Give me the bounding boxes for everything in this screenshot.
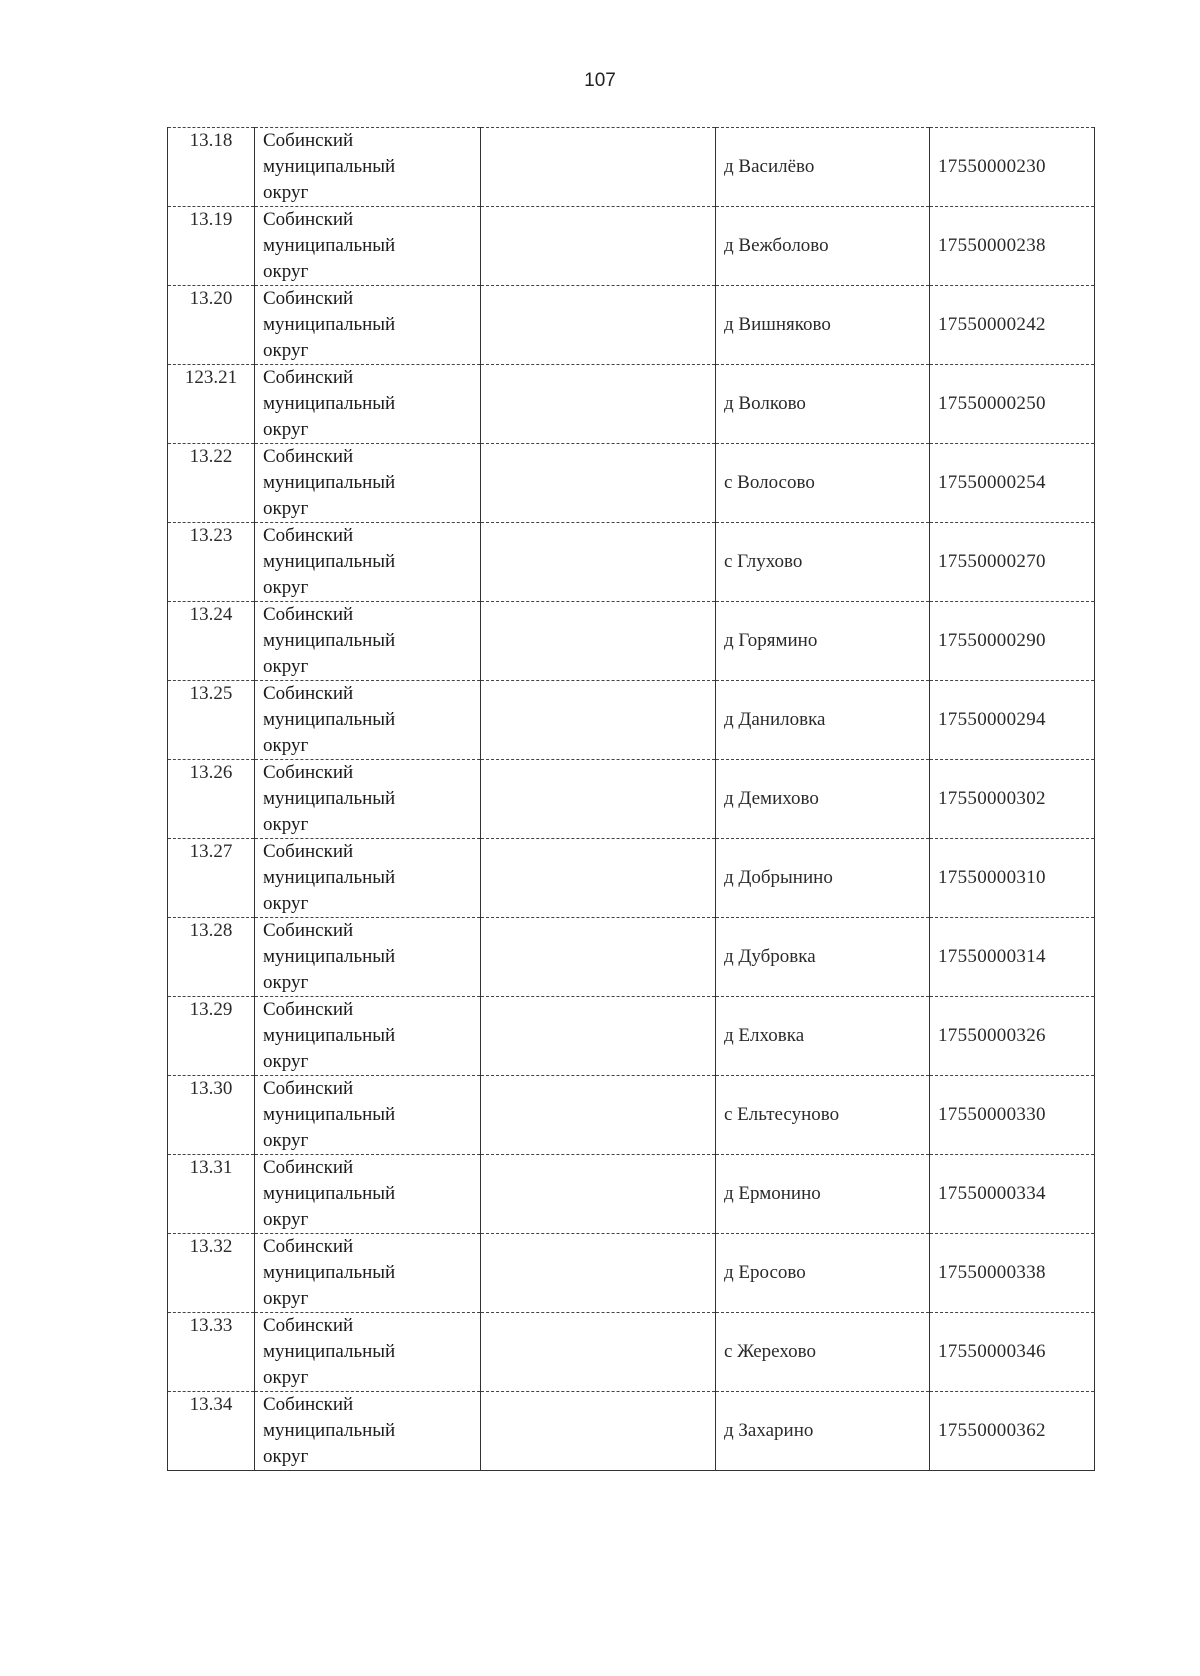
municipality-cell — [255, 365, 481, 444]
table-row — [168, 286, 1095, 365]
municipality-line: муниципальный — [263, 867, 396, 888]
municipality-line: муниципальный — [263, 314, 396, 335]
settlement-cell: с Волосово — [716, 444, 930, 523]
oktmo-code-cell: 17550000238 — [930, 207, 1095, 286]
table-row — [168, 1392, 1095, 1471]
municipality-line: муниципальный — [263, 1341, 396, 1362]
empty-cell — [481, 207, 716, 286]
municipality-line: округ — [263, 577, 309, 598]
municipality-line: округ — [263, 1209, 309, 1230]
row-number-cell: 13.29 — [168, 997, 255, 1076]
row-number-cell: 13.18 — [168, 128, 255, 207]
empty-cell — [481, 760, 716, 839]
oktmo-code-cell: 17550000270 — [930, 523, 1095, 602]
row-number-cell: 13.23 — [168, 523, 255, 602]
municipality-cell — [255, 1076, 481, 1155]
oktmo-code-cell: 17550000346 — [930, 1313, 1095, 1392]
oktmo-code-cell: 17550000334 — [930, 1155, 1095, 1234]
row-number-cell: 13.22 — [168, 444, 255, 523]
oktmo-code-cell: 17550000338 — [930, 1234, 1095, 1313]
municipality-line: Собинский — [263, 1315, 354, 1336]
settlement-cell: д Вишняково — [716, 286, 930, 365]
settlement-cell: д Волково — [716, 365, 930, 444]
oktmo-code-cell: 17550000250 — [930, 365, 1095, 444]
table-row — [168, 839, 1095, 918]
row-number-cell: 123.21 — [168, 365, 255, 444]
row-number-cell: 13.26 — [168, 760, 255, 839]
row-number-cell: 13.24 — [168, 602, 255, 681]
empty-cell — [481, 918, 716, 997]
municipality-cell — [255, 918, 481, 997]
municipality-line: Собинский — [263, 683, 354, 704]
municipality-cell — [255, 681, 481, 760]
municipality-line: муниципальный — [263, 946, 396, 967]
municipality-cell — [255, 997, 481, 1076]
municipality-line: округ — [263, 498, 309, 519]
row-number-cell: 13.19 — [168, 207, 255, 286]
municipality-line: муниципальный — [263, 551, 396, 572]
row-number-cell: 13.30 — [168, 1076, 255, 1155]
empty-cell — [481, 444, 716, 523]
municipality-line: муниципальный — [263, 1262, 396, 1283]
settlement-cell: д Дубровка — [716, 918, 930, 997]
row-number-cell: 13.33 — [168, 1313, 255, 1392]
settlement-cell: д Вежболово — [716, 207, 930, 286]
row-number-cell: 13.20 — [168, 286, 255, 365]
municipality-line: округ — [263, 893, 309, 914]
municipality-cell — [255, 286, 481, 365]
municipality-line: муниципальный — [263, 630, 396, 651]
settlements-table — [167, 127, 1095, 1471]
settlement-cell: д Еросово — [716, 1234, 930, 1313]
municipality-line: Собинский — [263, 920, 354, 941]
municipality-line: округ — [263, 1051, 309, 1072]
municipality-cell — [255, 207, 481, 286]
municipality-line: муниципальный — [263, 235, 396, 256]
municipality-line: Собинский — [263, 525, 354, 546]
municipality-cell — [255, 1392, 481, 1471]
settlement-cell: д Даниловка — [716, 681, 930, 760]
settlement-cell: д Захарино — [716, 1392, 930, 1471]
municipality-line: Собинский — [263, 999, 354, 1020]
municipality-line: Собинский — [263, 841, 354, 862]
municipality-line: округ — [263, 182, 309, 203]
municipality-line: Собинский — [263, 1157, 354, 1178]
table-row — [168, 997, 1095, 1076]
municipality-cell — [255, 1313, 481, 1392]
municipality-line: округ — [263, 1367, 309, 1388]
municipality-cell — [255, 1155, 481, 1234]
oktmo-code-cell: 17550000302 — [930, 760, 1095, 839]
oktmo-code-cell: 17550000294 — [930, 681, 1095, 760]
table-row — [168, 602, 1095, 681]
municipality-line: муниципальный — [263, 788, 396, 809]
municipality-cell — [255, 128, 481, 207]
settlement-cell: д Добрынино — [716, 839, 930, 918]
settlement-cell: с Глухово — [716, 523, 930, 602]
municipality-cell — [255, 602, 481, 681]
oktmo-code-cell: 17550000330 — [930, 1076, 1095, 1155]
municipality-line: округ — [263, 814, 309, 835]
row-number-cell: 13.34 — [168, 1392, 255, 1471]
settlement-cell: д Елховка — [716, 997, 930, 1076]
table-row — [168, 365, 1095, 444]
municipality-line: муниципальный — [263, 1025, 396, 1046]
municipality-line: Собинский — [263, 1236, 354, 1257]
municipality-line: муниципальный — [263, 1104, 396, 1125]
table-row — [168, 760, 1095, 839]
settlement-cell: д Василёво — [716, 128, 930, 207]
empty-cell — [481, 1313, 716, 1392]
municipality-line: округ — [263, 972, 309, 993]
empty-cell — [481, 1076, 716, 1155]
municipality-line: Собинский — [263, 762, 354, 783]
table-body — [168, 128, 1095, 1471]
empty-cell — [481, 839, 716, 918]
table-row — [168, 444, 1095, 523]
empty-cell — [481, 128, 716, 207]
municipality-line: муниципальный — [263, 709, 396, 730]
oktmo-code-cell: 17550000362 — [930, 1392, 1095, 1471]
municipality-line: округ — [263, 340, 309, 361]
municipality-line: округ — [263, 1288, 309, 1309]
oktmo-code-cell: 17550000310 — [930, 839, 1095, 918]
table-row — [168, 681, 1095, 760]
municipality-line: Собинский — [263, 1394, 354, 1415]
page-number: 107 — [584, 70, 616, 91]
municipality-line: муниципальный — [263, 156, 396, 177]
municipality-line: округ — [263, 656, 309, 677]
empty-cell — [481, 286, 716, 365]
empty-cell — [481, 1234, 716, 1313]
municipality-cell — [255, 523, 481, 602]
settlement-cell: д Демихово — [716, 760, 930, 839]
empty-cell — [481, 1155, 716, 1234]
settlement-cell: д Ермонино — [716, 1155, 930, 1234]
municipality-line: Собинский — [263, 1078, 354, 1099]
table-row — [168, 128, 1095, 207]
oktmo-code-cell: 17550000254 — [930, 444, 1095, 523]
municipality-line: округ — [263, 735, 309, 756]
empty-cell — [481, 997, 716, 1076]
municipality-cell — [255, 760, 481, 839]
municipality-line: округ — [263, 419, 309, 440]
municipality-line: муниципальный — [263, 472, 396, 493]
municipality-line: муниципальный — [263, 1420, 396, 1441]
municipality-line: Собинский — [263, 367, 354, 388]
row-number-cell: 13.31 — [168, 1155, 255, 1234]
row-number-cell: 13.25 — [168, 681, 255, 760]
empty-cell — [481, 602, 716, 681]
municipality-line: Собинский — [263, 209, 354, 230]
settlement-cell: д Горямино — [716, 602, 930, 681]
row-number-cell: 13.32 — [168, 1234, 255, 1313]
municipality-line: округ — [263, 1130, 309, 1151]
municipality-line: Собинский — [263, 130, 354, 151]
row-number-cell: 13.27 — [168, 839, 255, 918]
row-number-cell: 13.28 — [168, 918, 255, 997]
table-row — [168, 207, 1095, 286]
table-row — [168, 523, 1095, 602]
municipality-line: Собинский — [263, 288, 354, 309]
municipality-line: муниципальный — [263, 1183, 396, 1204]
table-row — [168, 918, 1095, 997]
municipality-line: муниципальный — [263, 393, 396, 414]
municipality-line: округ — [263, 261, 309, 282]
oktmo-code-cell: 17550000314 — [930, 918, 1095, 997]
table-row — [168, 1076, 1095, 1155]
empty-cell — [481, 681, 716, 760]
municipality-line: Собинский — [263, 446, 354, 467]
table-row — [168, 1313, 1095, 1392]
oktmo-code-cell: 17550000326 — [930, 997, 1095, 1076]
municipality-line: Собинский — [263, 604, 354, 625]
table-row — [168, 1155, 1095, 1234]
oktmo-code-cell: 17550000242 — [930, 286, 1095, 365]
empty-cell — [481, 1392, 716, 1471]
table-row — [168, 1234, 1095, 1313]
settlement-cell: с Ельтесуново — [716, 1076, 930, 1155]
municipality-cell — [255, 839, 481, 918]
oktmo-code-cell: 17550000290 — [930, 602, 1095, 681]
empty-cell — [481, 523, 716, 602]
oktmo-code-cell: 17550000230 — [930, 128, 1095, 207]
municipality-line: округ — [263, 1446, 309, 1467]
settlement-cell: с Жерехово — [716, 1313, 930, 1392]
municipality-cell — [255, 444, 481, 523]
empty-cell — [481, 365, 716, 444]
municipality-cell — [255, 1234, 481, 1313]
